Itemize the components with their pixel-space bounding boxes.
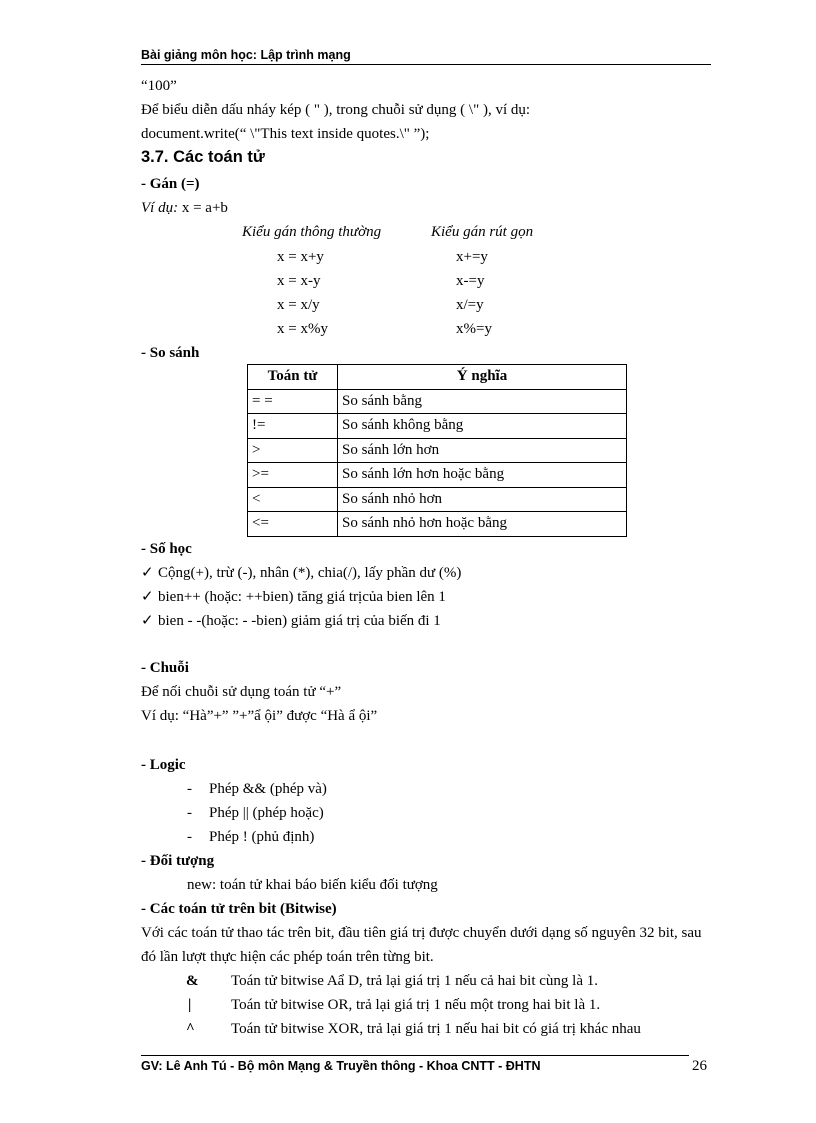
bitwise-para-1: Với các toán tử thao tác trên bit, đầu tiên giá trị được chuyển dưới dạng số nguyên 32 bit, sau: [141, 925, 702, 941]
table-cell-meaning: So sánh lớn hơn hoặc bằng: [338, 463, 627, 488]
table-cell-meaning: So sánh nhỏ hơn: [338, 487, 627, 512]
page-header: Bài giảng môn học: Lập trình mạng: [141, 48, 711, 65]
table-cell-op: !=: [248, 414, 338, 439]
section-title: 3.7. Các toán tử: [141, 148, 265, 166]
list-item: [187, 828, 314, 846]
bitwise-symbol: ^: [186, 1021, 195, 1037]
assign-col-normal-header: Kiểu gán thông thường: [242, 224, 382, 240]
string-heading: - Chuỗi: [141, 660, 189, 676]
table-row: [248, 389, 627, 414]
assign-example-label: Ví dụ:: [141, 200, 179, 216]
arith-heading: - Số học: [141, 541, 192, 557]
table-cell-op: <: [248, 487, 338, 512]
dash-bullet: -: [187, 829, 192, 845]
table-header-row: [248, 365, 627, 390]
list-item-text: Phép && (phép và): [209, 781, 327, 797]
table-row: [248, 487, 627, 512]
string-line-1: Để nối chuỗi sử dụng toán tử “+”: [141, 684, 342, 700]
intro-line-1: “100”: [141, 78, 177, 94]
assign-normal-3: x = x/y: [277, 297, 320, 313]
dash-bullet: -: [187, 805, 192, 821]
table-row: [248, 414, 627, 439]
table-row: [248, 512, 627, 537]
table-header-meaning: Ý nghĩa: [338, 365, 627, 390]
table-cell-meaning: So sánh bằng: [338, 389, 627, 414]
assign-short-1: x+=y: [456, 249, 488, 265]
list-item: [187, 804, 324, 822]
table-cell-op: = =: [248, 389, 338, 414]
assign-short-4: x%=y: [456, 321, 492, 337]
list-item-text: Cộng(+), trừ (-), nhân (*), chia(/), lấy phần dư (%): [158, 565, 462, 581]
dash-bullet: -: [187, 781, 192, 797]
list-item-text: Phép || (phép hoặc): [209, 805, 324, 821]
list-item-text: bien - -(hoặc: - -bien) giảm giá trị của biến đi 1: [158, 613, 441, 629]
assign-col-short-header: Kiểu gán rút gọn: [431, 224, 534, 240]
string-line-2: Ví dụ: “Hà”+” ”+”ẩ ội” được “Hà ẩ ội”: [141, 708, 378, 724]
table-cell-meaning: So sánh lớn hơn: [338, 438, 627, 463]
assign-example: [141, 199, 228, 217]
table-cell-op: >=: [248, 463, 338, 488]
assign-normal-4: x = x%y: [277, 321, 328, 337]
page-number: 26: [692, 1058, 707, 1074]
assign-short-2: x-=y: [456, 273, 485, 289]
bitwise-desc: Toán tử bitwise Aẩ D, trả lại giá trị 1 nếu cả hai bit cùng là 1.: [231, 973, 598, 989]
bitwise-para-2: đó lần lượt thực hiện các phép toán trên từng bit.: [141, 949, 434, 965]
table-cell-op: >: [248, 438, 338, 463]
list-item: [141, 564, 461, 582]
assign-example-value: x = a+b: [178, 200, 228, 216]
object-heading: - Đối tượng: [141, 853, 215, 869]
table-cell-meaning: So sánh nhỏ hơn hoặc bằng: [338, 512, 627, 537]
list-item: [141, 588, 446, 606]
page-footer: GV: Lê Anh Tú - Bộ môn Mạng & Truyền thông - Khoa CNTT - ĐHTN: [141, 1055, 689, 1073]
table-header-op: Toán tử: [248, 365, 338, 390]
list-item-text: bien++ (hoặc: ++bien) tăng giá trịcủa bien lên 1: [158, 589, 446, 605]
list-item: [141, 612, 441, 630]
compare-table: [247, 364, 627, 537]
intro-line-3: document.write(“ \"This text inside quotes.\" ”);: [141, 126, 430, 142]
assign-heading: - Gán (=): [141, 176, 200, 192]
checkmark-icon: ✓: [141, 613, 154, 629]
compare-heading: - So sánh: [141, 345, 200, 361]
assign-short-3: x/=y: [456, 297, 484, 313]
checkmark-icon: ✓: [141, 589, 154, 605]
list-item: [187, 780, 327, 798]
table-cell-meaning: So sánh không bằng: [338, 414, 627, 439]
table-row: [248, 463, 627, 488]
assign-normal-2: x = x-y: [277, 273, 321, 289]
intro-line-2: Để biểu diễn dấu nháy kép ( " ), trong chuỗi sử dụng ( \" ), ví dụ:: [141, 102, 531, 118]
logic-heading: - Logic: [141, 757, 186, 773]
checkmark-icon: ✓: [141, 565, 154, 581]
assign-normal-1: x = x+y: [277, 249, 324, 265]
bitwise-heading: - Các toán tử trên bit (Bitwise): [141, 901, 337, 917]
list-item-text: Phép ! (phủ định): [209, 829, 315, 845]
bitwise-symbol: |: [188, 997, 192, 1013]
table-cell-op: <=: [248, 512, 338, 537]
table-row: [248, 438, 627, 463]
object-line: new: toán tử khai báo biến kiểu đối tượng: [187, 877, 438, 893]
bitwise-desc: Toán tử bitwise OR, trả lại giá trị 1 nếu một trong hai bit là 1.: [231, 997, 601, 1013]
bitwise-symbol: &: [186, 973, 199, 989]
bitwise-desc: Toán tử bitwise XOR, trả lại giá trị 1 nếu hai bit có giá trị khác nhau: [231, 1021, 641, 1037]
